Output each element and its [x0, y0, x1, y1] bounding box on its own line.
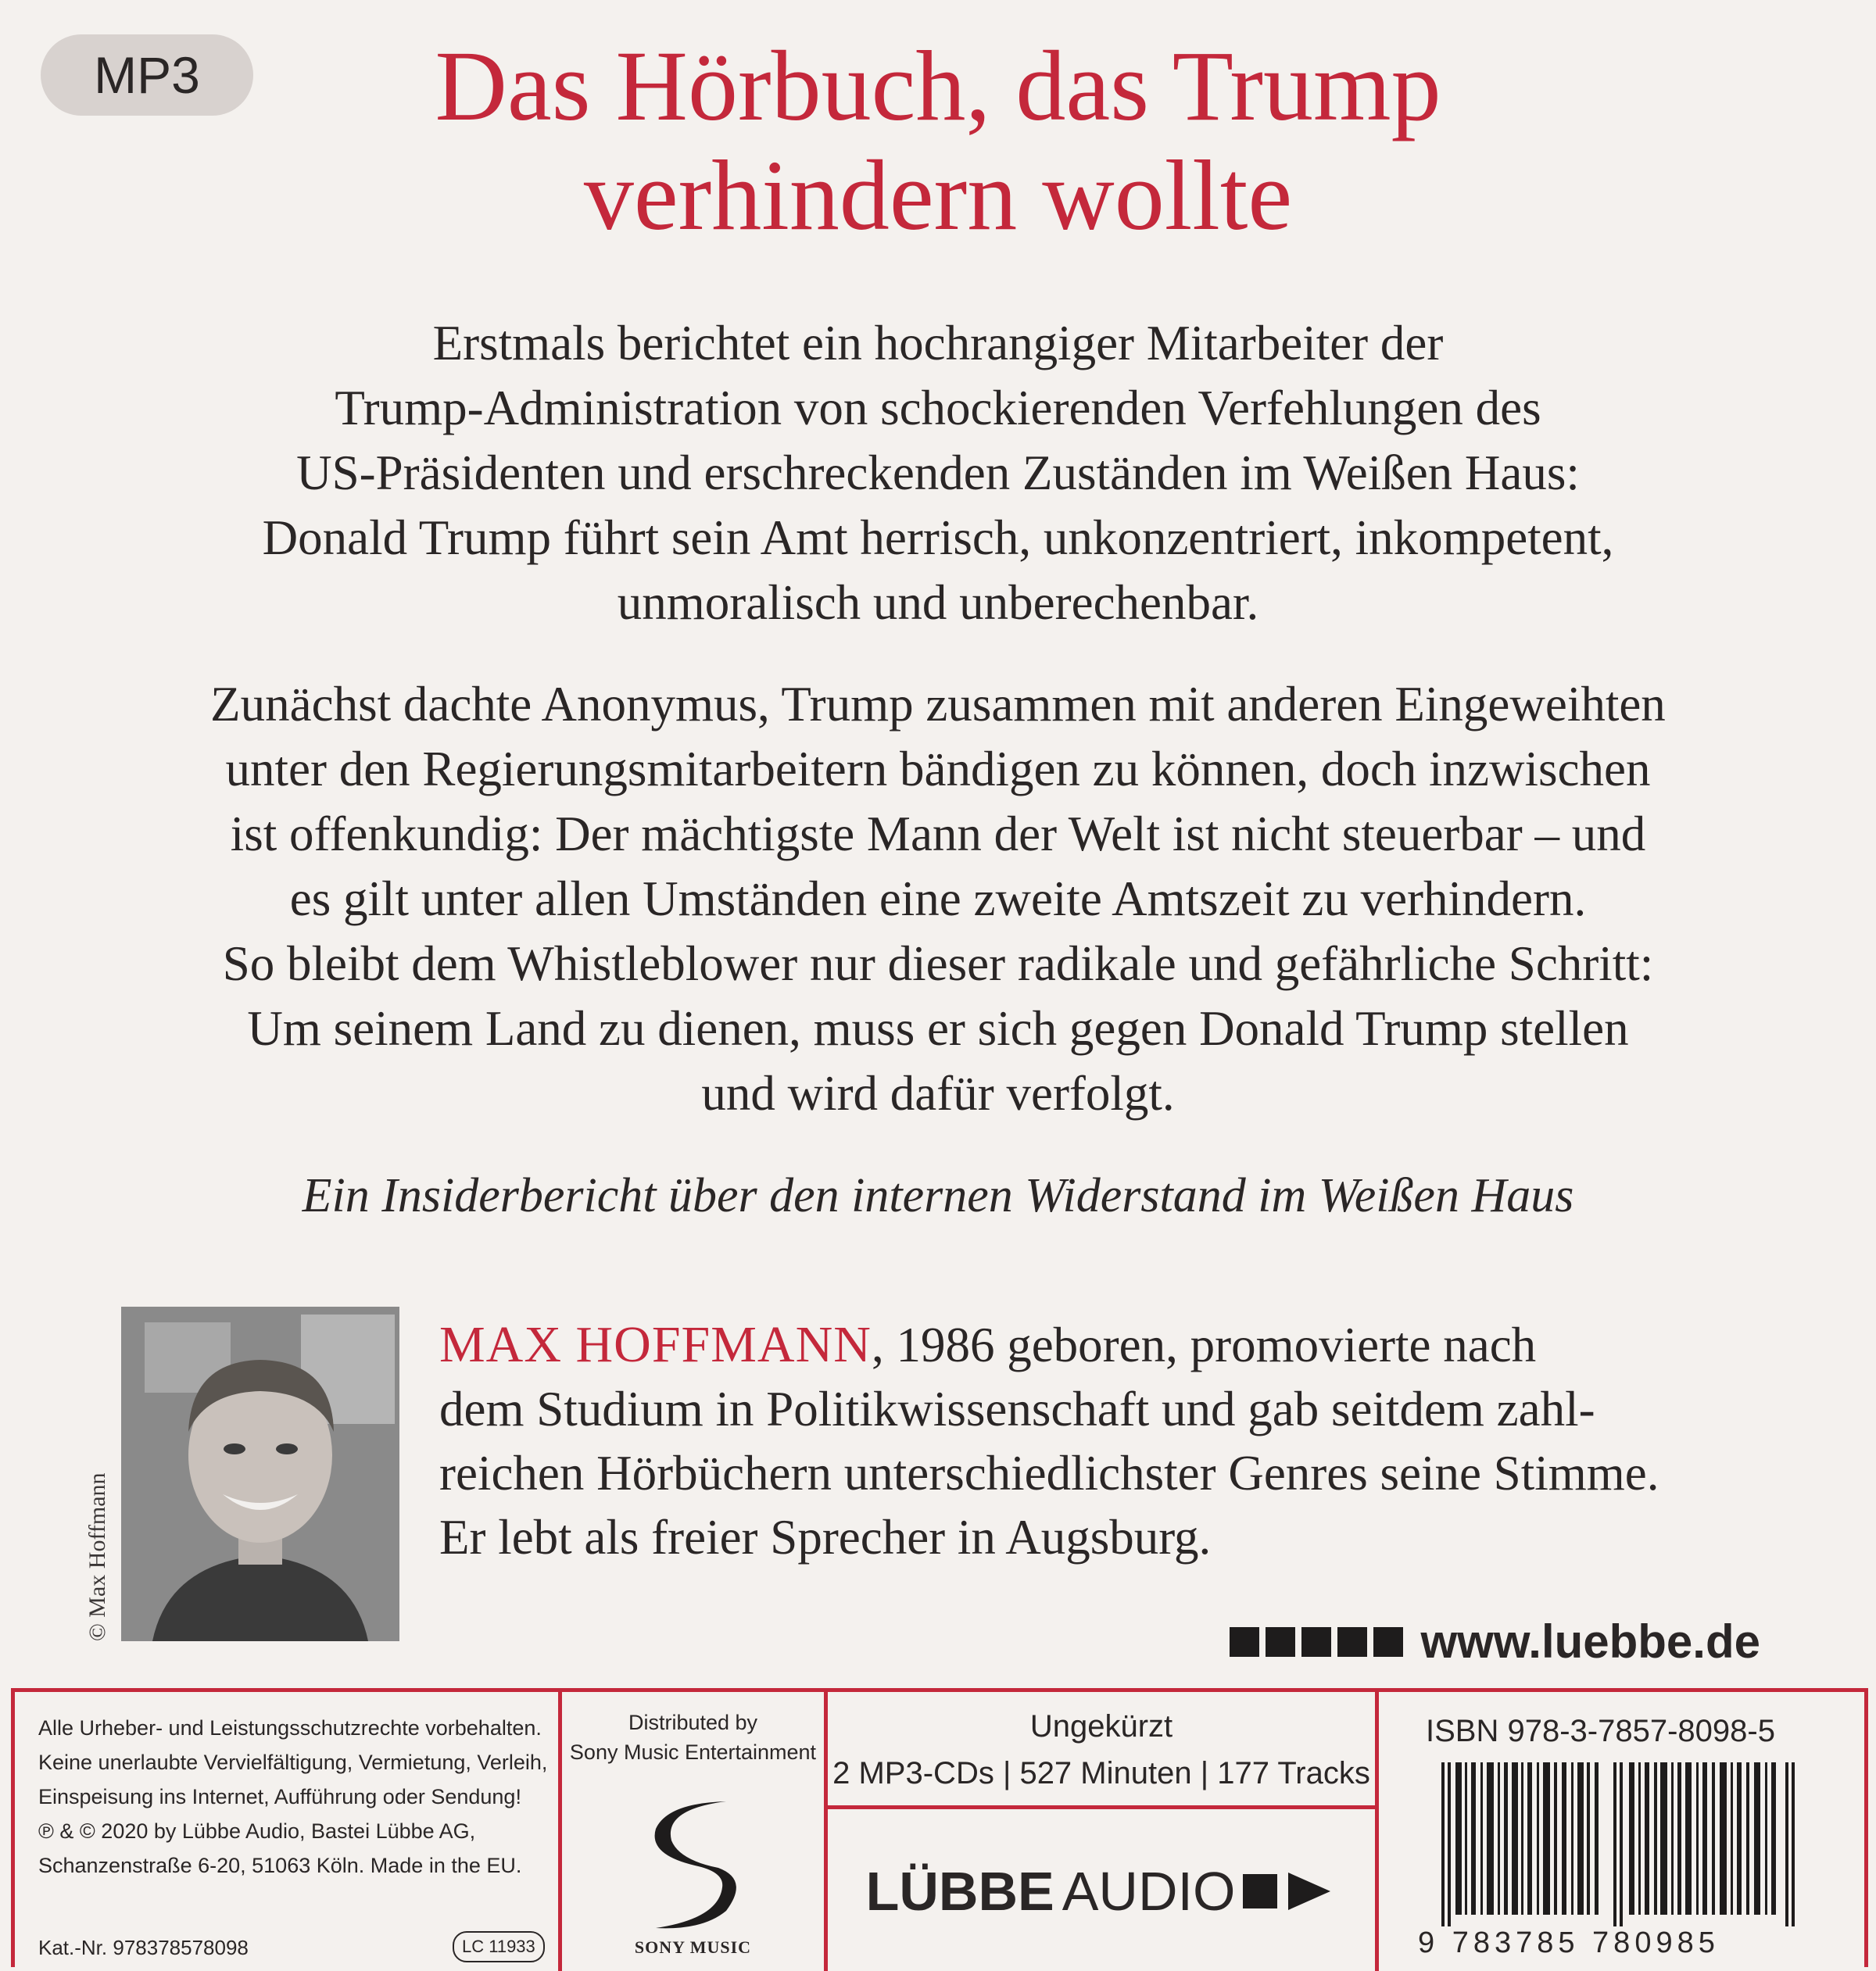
publisher-name-light: AUDIO — [1062, 1861, 1236, 1922]
text-line: ℗ & © 2020 by Lübbe Audio, Bastei Lübbe AG, — [38, 1819, 476, 1843]
text-line: Alle Urheber- und Leistungsschutzrechte vorbehalten. — [38, 1716, 542, 1740]
author-bio-intro: , 1986 geboren, promovierte nach — [871, 1318, 1537, 1372]
text-line: Sony Music Entertainment — [569, 1740, 817, 1764]
publisher-logo — [828, 1848, 1375, 1934]
text-line: und wird dafür verfolgt. — [701, 1066, 1175, 1121]
author-bio-line-1 — [439, 1313, 1815, 1377]
author-bio — [439, 1313, 1815, 1569]
rights-cell — [15, 1692, 562, 1971]
text-line: es gilt unter allen Umständen eine zweite Amtszeit zu verhindern. — [289, 871, 1587, 926]
website-url: www.luebbe.de — [1420, 1615, 1760, 1668]
distribution-label — [562, 1708, 824, 1767]
text-line: Er lebt als freier Sprecher in Augsburg. — [439, 1510, 1212, 1565]
text-line: Keine unerlaubte Vervielfältigung, Vermietung, Verleih, — [38, 1751, 548, 1774]
description-paragraph-1 — [63, 311, 1813, 635]
catalog-number: Kat.-Nr. 978378578098 — [38, 1936, 249, 1959]
text-line: reichen Hörbüchern unterschiedlichster Genres seine Stimme. — [439, 1446, 1659, 1501]
text-line: Erstmals berichtet ein hochrangiger Mitarbeiter der — [432, 316, 1444, 370]
author-name: MAX HOFFMANN — [439, 1316, 872, 1373]
barcode-icon — [1441, 1762, 1809, 1926]
text-line: Zunächst dachte Anonymus, Trump zusammen mit anderen Eingeweihten — [210, 677, 1666, 732]
format-badge: MP3 — [41, 34, 253, 116]
text-line: ist offenkundig: Der mächtigste Mann der Welt ist nicht steuerbar – und — [230, 807, 1646, 861]
unabridged-label: Ungekürzt — [1029, 1709, 1173, 1744]
sony-music-logo-icon — [632, 1794, 757, 1934]
publisher-cell — [828, 1809, 1379, 1971]
text-line: So bleibt dem Whistleblower nur dieser radikale und gefährliche Schritt: — [222, 936, 1654, 991]
stop-play-icon — [1243, 1869, 1337, 1913]
text-line: Trump-Administration von schockierenden Verfehlungen des — [335, 381, 1541, 435]
distribution-cell — [562, 1692, 828, 1971]
text-line: Um seinem Land zu dienen, muss er sich gegen Donald Trump stellen — [247, 1001, 1629, 1056]
text-line: Donald Trump führt sein Amt herrisch, unkonzentriert, inkompetent, — [262, 510, 1614, 565]
headline — [234, 31, 1642, 250]
tagline: Ein Insiderbericht über den internen Widerstand im Weißen Haus — [302, 1169, 1574, 1222]
text-line: Distributed by — [628, 1711, 758, 1734]
product-info-panel — [11, 1688, 1868, 1967]
text-line: dem Studium in Politikwissenschaft und gab seitdem zahl- — [439, 1382, 1595, 1436]
author-photo — [121, 1307, 399, 1641]
format-cell — [828, 1692, 1379, 1809]
website-link[interactable] — [1230, 1615, 1760, 1669]
text-line: unmoralisch und unberechenbar. — [617, 575, 1259, 630]
publisher-name-bold: LÜBBE — [865, 1861, 1054, 1922]
headline-line-1: Das Hörbuch, das Trump — [435, 30, 1441, 141]
author-portrait-illustration — [121, 1307, 399, 1641]
text-line: unter den Regierungsmitarbeitern bändigen zu können, doch inzwischen — [225, 742, 1651, 796]
headline-line-2: verhindern wollte — [583, 140, 1293, 251]
text-line: US-Präsidenten und erschreckenden Zuständen im Weißen Haus: — [296, 445, 1580, 500]
sony-music-wordmark: SONY MUSIC — [634, 1937, 752, 1957]
format-details — [828, 1703, 1375, 1797]
rights-notice — [38, 1711, 546, 1883]
isbn-cell — [1379, 1692, 1872, 1971]
description-paragraph-2 — [63, 672, 1813, 1126]
media-summary: 2 MP3-CDs | 527 Minuten | 177 Tracks — [832, 1756, 1370, 1790]
text-line: Schanzenstraße 6-20, 51063 Köln. Made in the EU. — [38, 1854, 522, 1877]
barcode-digits: 9 783785 780985 — [1418, 1926, 1720, 1959]
text-line: Einspeisung ins Internet, Aufführung oder Sendung! — [38, 1785, 521, 1808]
label-code-badge: LC 11933 — [453, 1931, 545, 1962]
photo-credit: © Max Hoffmann — [84, 1472, 110, 1641]
publisher-squares-icon — [1230, 1627, 1403, 1657]
isbn-number: ISBN 978-3-7857-8098-5 — [1426, 1714, 1775, 1748]
